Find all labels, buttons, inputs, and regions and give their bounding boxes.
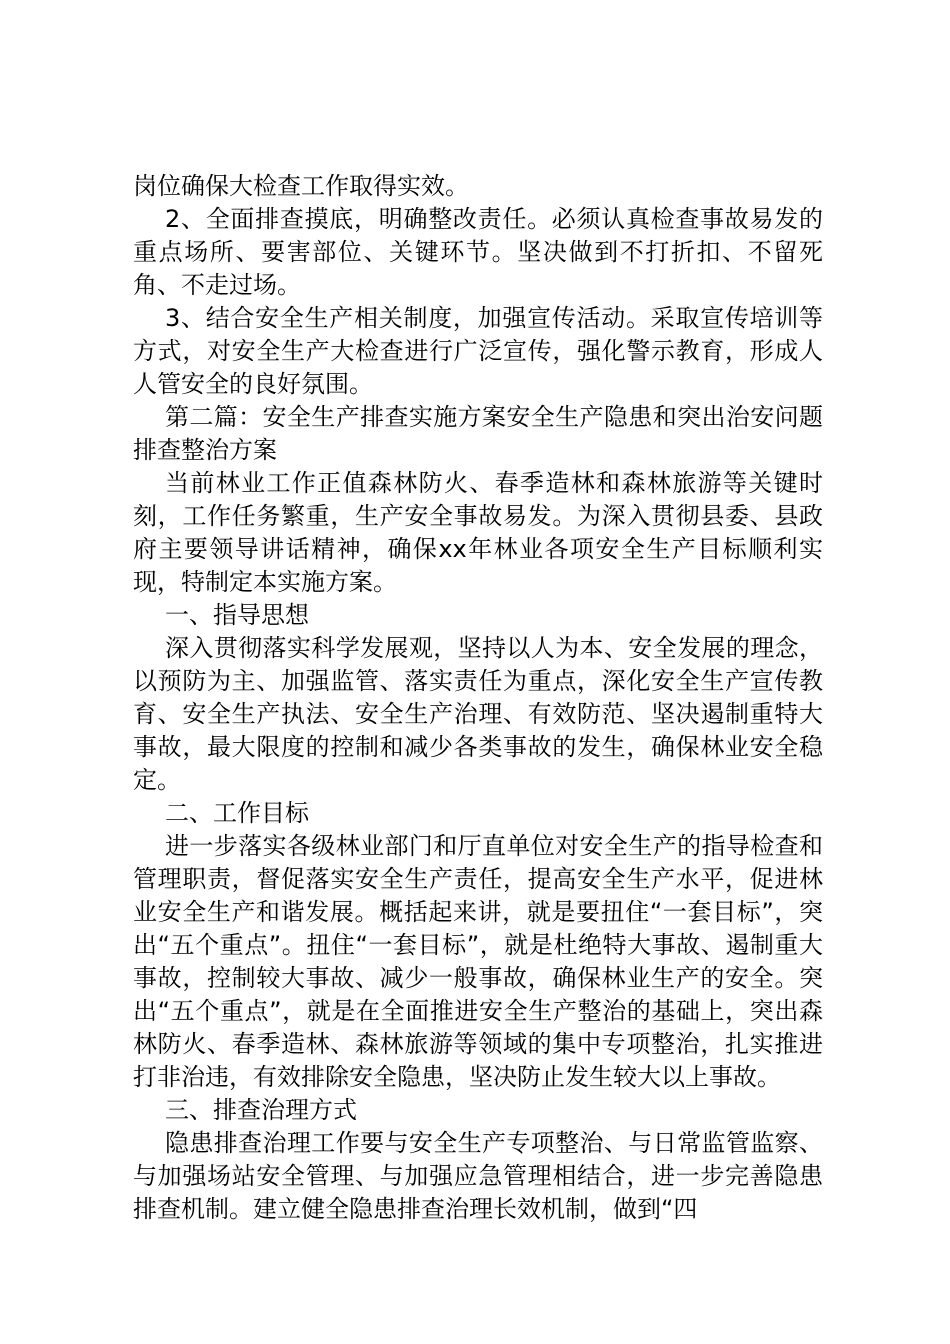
paragraph-inspection-methods: 隐患排查治理工作要与安全生产专项整治、与日常监管监察、与加强场站安全管理、与加强应急管理相结合，进一步完善隐患排查机制。建立健全隐患排查治理长效机制，做到“四 xyxy=(133,1129,823,1223)
paragraph-item-2: 2、全面排查摸底，明确整改责任。必须认真检查事故易发的重点场所、要害部位、关键环节。坚决做到不打折扣、不留死角、不走过场。 xyxy=(133,205,823,299)
paragraph-continuation: 岗位确保大检查工作取得实效。 xyxy=(133,172,469,200)
paragraph-guiding-ideology: 深入贯彻落实科学发展观，坚持以人为本、安全发展的理念，以预防为主、加强监管、落实责任为重点，深化安全生产宣传教育、安全生产执法、安全生产治理、有效防范、坚决遏制重特大事故，最大限度的控制和减少各类事故的发生，确保林业安全稳定。 xyxy=(133,634,823,794)
document-body xyxy=(133,170,823,1226)
paragraph-work-goals: 进一步落实各级林业部门和厅直单位对安全生产的指导检查和管理职责，督促落实安全生产责任，提高安全生产水平，促进林业安全生产和谐发展。概括起来讲，就是要扭住“一套目标”，突出“五个重点”。扭住“一套目标”，就是杜绝特大事故、遏制重大事故，控制较大事故、减少一般事故，确保林业生产的安全。突出“五个重点”，就是在全面推进安全生产整治的基础上，突出森林防火、春季造林、森林旅游等领域的集中专项整治，扎实推进打非治违，有效排除安全隐患，坚决防止发生较大以上事故。 xyxy=(133,832,823,1091)
paragraph-intro: 当前林业工作正值森林防火、春季造林和森林旅游等关键时刻，工作任务繁重，生产安全事故易发。为深入贯彻县委、县政府主要领导讲话精神，确保xx年林业各项安全生产目标顺利实现，特制定本实施方案。 xyxy=(133,469,823,596)
heading-inspection-methods: 三、排查治理方式 xyxy=(165,1096,357,1124)
paragraph-item-3: 3、结合安全生产相关制度，加强宣传活动。采取宣传培训等方式，对安全生产大检查进行广泛宣传，强化警示教育，形成人人管安全的良好氛围。 xyxy=(133,304,823,398)
section-heading-part-two: 第二篇：安全生产排查实施方案安全生产隐患和突出治安问题排查整治方案 xyxy=(133,403,823,464)
heading-guiding-ideology: 一、指导思想 xyxy=(165,601,309,629)
heading-work-goals: 二、工作目标 xyxy=(165,799,309,827)
